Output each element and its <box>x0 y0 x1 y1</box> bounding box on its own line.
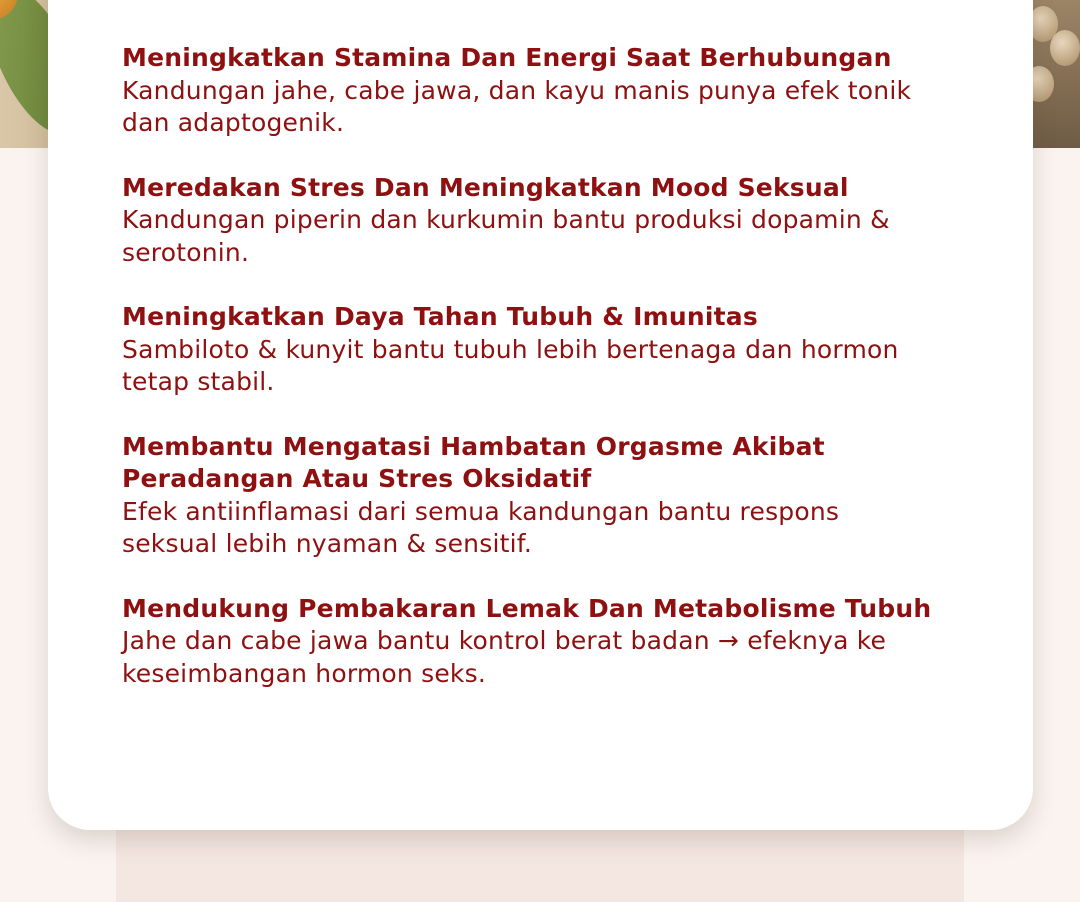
benefit-description: Kandungan jahe, cabe jawa, dan kayu manis punya efek tonik dan adaptogenik. <box>122 75 912 137</box>
benefit-item <box>122 42 942 140</box>
benefit-title: Meningkatkan Daya Tahan Tubuh & Imunitas <box>122 302 758 331</box>
background-panel <box>116 820 964 902</box>
benefit-title: Mendukung Pembakaran Lemak Dan Metabolisme Tubuh <box>122 593 932 623</box>
nut-shape <box>1050 30 1080 66</box>
benefit-title: Meningkatkan Stamina Dan Energi Saat Berhubungan <box>122 43 892 72</box>
benefit-description: Kandungan piperin dan kurkumin bantu produksi dopamin & serotonin. <box>122 205 890 267</box>
benefit-description: Jahe dan cabe jawa bantu kontrol berat badan → efeknya ke keseimbangan hormon seks. <box>122 626 887 688</box>
benefit-description: Efek antiinflamasi dari semua kandungan bantu respons seksual lebih nyaman & sensitif. <box>122 496 840 558</box>
benefit-description: Sambiloto & kunyit bantu tubuh lebih bertenaga dan hormon tetap stabil. <box>122 334 899 396</box>
benefits-list <box>122 42 942 722</box>
benefit-item <box>122 172 942 270</box>
benefit-item <box>122 301 942 399</box>
benefit-item <box>122 593 942 691</box>
benefit-item <box>122 431 942 561</box>
benefit-title: Membantu Mengatasi Hambatan Orgasme Akibat Peradangan Atau Stres Oksidatif <box>122 431 825 493</box>
benefit-title: Meredakan Stres Dan Meningkatkan Mood Seksual <box>122 172 849 202</box>
